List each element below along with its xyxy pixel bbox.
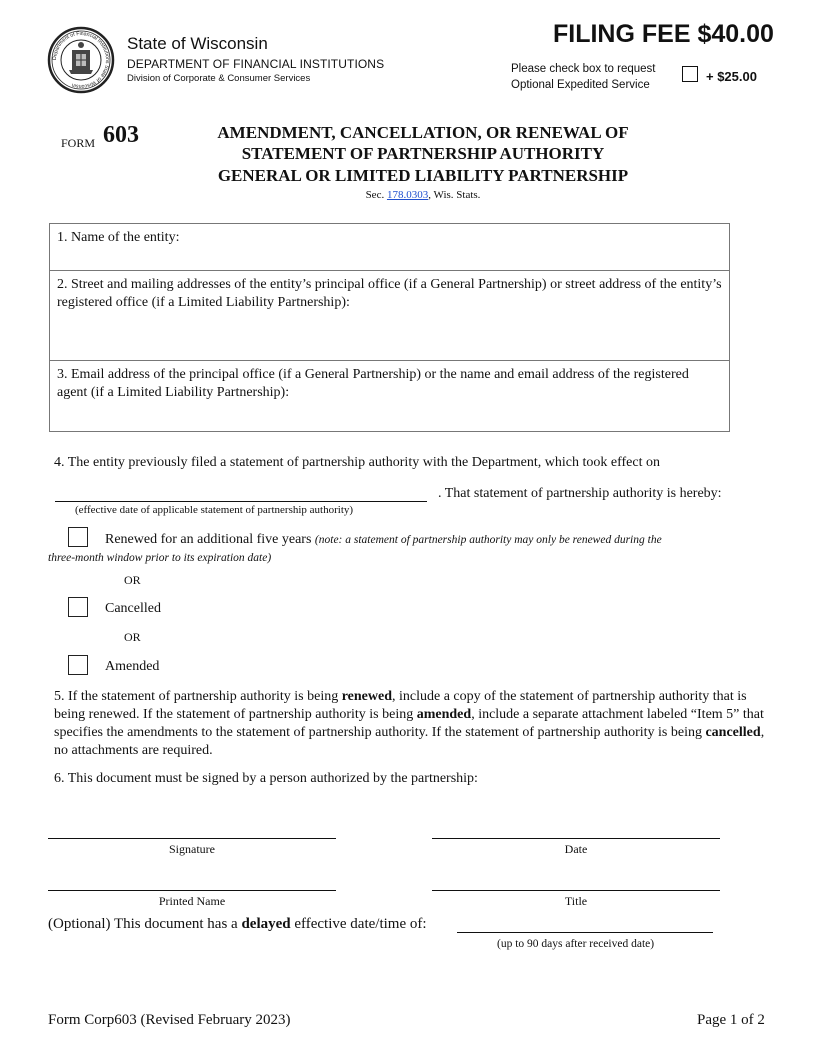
item-5-text (54, 688, 774, 760)
or-separator-2: OR (124, 630, 141, 644)
footer-page-number: Page 1 of 2 (697, 1012, 765, 1028)
delayed-bold: delayed (241, 916, 291, 932)
svg-text:Department of Financial Instit: Department of Financial Institutions State of Wisconsin (51, 30, 111, 90)
expedite-instructions (511, 61, 655, 93)
or-separator-1: OR (124, 573, 141, 587)
renewed-option (105, 532, 765, 548)
signature-field[interactable] (48, 838, 336, 839)
printed-name-field[interactable] (48, 890, 336, 891)
delayed-prefix: (Optional) This document has a (48, 916, 242, 932)
division-name: Division of Corporate & Consumer Services (127, 73, 311, 84)
item-5-bold-amended: amended (416, 707, 472, 722)
expedite-checkbox[interactable] (682, 66, 698, 82)
delayed-caption: (up to 90 days after received date) (497, 938, 655, 950)
entity-info-box (49, 223, 730, 432)
item-5-part-1: 5. If the statement of partnership authority is being (54, 689, 342, 704)
date-caption: Date (564, 842, 588, 856)
form-number: 603 (103, 122, 139, 148)
cancelled-checkbox[interactable] (68, 597, 88, 617)
address-field[interactable] (50, 271, 729, 361)
effective-date-field[interactable] (55, 501, 427, 502)
state-name: State of Wisconsin (127, 34, 268, 53)
renewed-checkbox[interactable] (68, 527, 88, 547)
title-field[interactable] (432, 890, 720, 891)
date-field[interactable] (432, 838, 720, 839)
state-seal-logo (47, 26, 115, 94)
statute-prefix: Sec. (365, 189, 387, 201)
amended-checkbox[interactable] (68, 655, 88, 675)
delayed-effective-text (48, 916, 427, 933)
statute-reference (190, 189, 656, 201)
renewed-note: (note: a statement of partnership authority may only be renewed during the (314, 534, 662, 546)
title-line-1: AMENDMENT, CANCELLATION, OR RENEWAL OF (217, 123, 629, 142)
title-line-2: STATEMENT OF PARTNERSHIP AUTHORITY (241, 144, 605, 163)
item-5-part-3: , include a separate attachment labeled “Item 5” that specifies the amendments to the statement of partnership authority. If the statement of partnership authority is being (54, 707, 764, 740)
cancelled-label: Cancelled (105, 601, 161, 616)
entity-name-field[interactable] (50, 224, 729, 271)
department-name: DEPARTMENT OF FINANCIAL INSTITUTIONS (127, 57, 385, 71)
printed-name-caption: Printed Name (158, 894, 226, 908)
filing-fee: FILING FEE $40.00 (553, 20, 774, 48)
item-4-text: 4. The entity previously filed a statement of partnership authority with the Department, which took effect on (54, 455, 660, 470)
statute-suffix: , Wis. Stats. (428, 189, 481, 201)
form-label: FORM (61, 136, 96, 150)
email-label: 3. Email address of the principal office (if a General Partnership) or the name and email address of the registered agent (if a Limited Liability Partnership): (57, 367, 689, 400)
expedite-line-1: Please check box to request (511, 63, 656, 75)
amended-label: Amended (105, 659, 160, 674)
item-5-bold-cancelled: cancelled (705, 725, 761, 740)
renewed-label: Renewed for an additional five years (105, 532, 315, 547)
item-6-text: 6. This document must be signed by a person authorized by the partnership: (54, 771, 478, 786)
statute-link[interactable]: 178.0303 (386, 189, 429, 201)
delayed-suffix: effective date/time of: (290, 916, 427, 932)
signature-caption: Signature (169, 842, 215, 856)
item-5-bold-renewed: renewed (341, 689, 393, 704)
item-5-part-2: , include a copy of the statement of partnership authority that is being renewed. If the statement of partnership authority is being (54, 689, 747, 722)
renewed-note-continuation: three-month window prior to its expiration date) (48, 552, 272, 564)
expedite-fee: + $25.00 (706, 69, 757, 84)
address-label: 2. Street and mailing addresses of the entity’s principal office (if a General Partnership) or street address of the entity’s registered office (if a Limited Liability Partnership): (57, 277, 722, 310)
expedite-line-2: Optional Expedited Service (511, 79, 650, 91)
title-caption: Title (564, 894, 588, 908)
delayed-date-field[interactable] (457, 932, 713, 933)
email-field[interactable] (50, 361, 729, 433)
item-5-part-4: , no attachments are required. (54, 725, 765, 758)
entity-name-label: 1. Name of the entity: (57, 230, 180, 245)
title-line-3: GENERAL OR LIMITED LIABILITY PARTNERSHIP (217, 166, 629, 185)
item-4-continuation: . That statement of partnership authority is hereby: (438, 486, 722, 501)
effective-date-caption: (effective date of applicable statement of partnership authority) (75, 504, 354, 516)
footer-form-id: Form Corp603 (Revised February 2023) (48, 1012, 291, 1028)
